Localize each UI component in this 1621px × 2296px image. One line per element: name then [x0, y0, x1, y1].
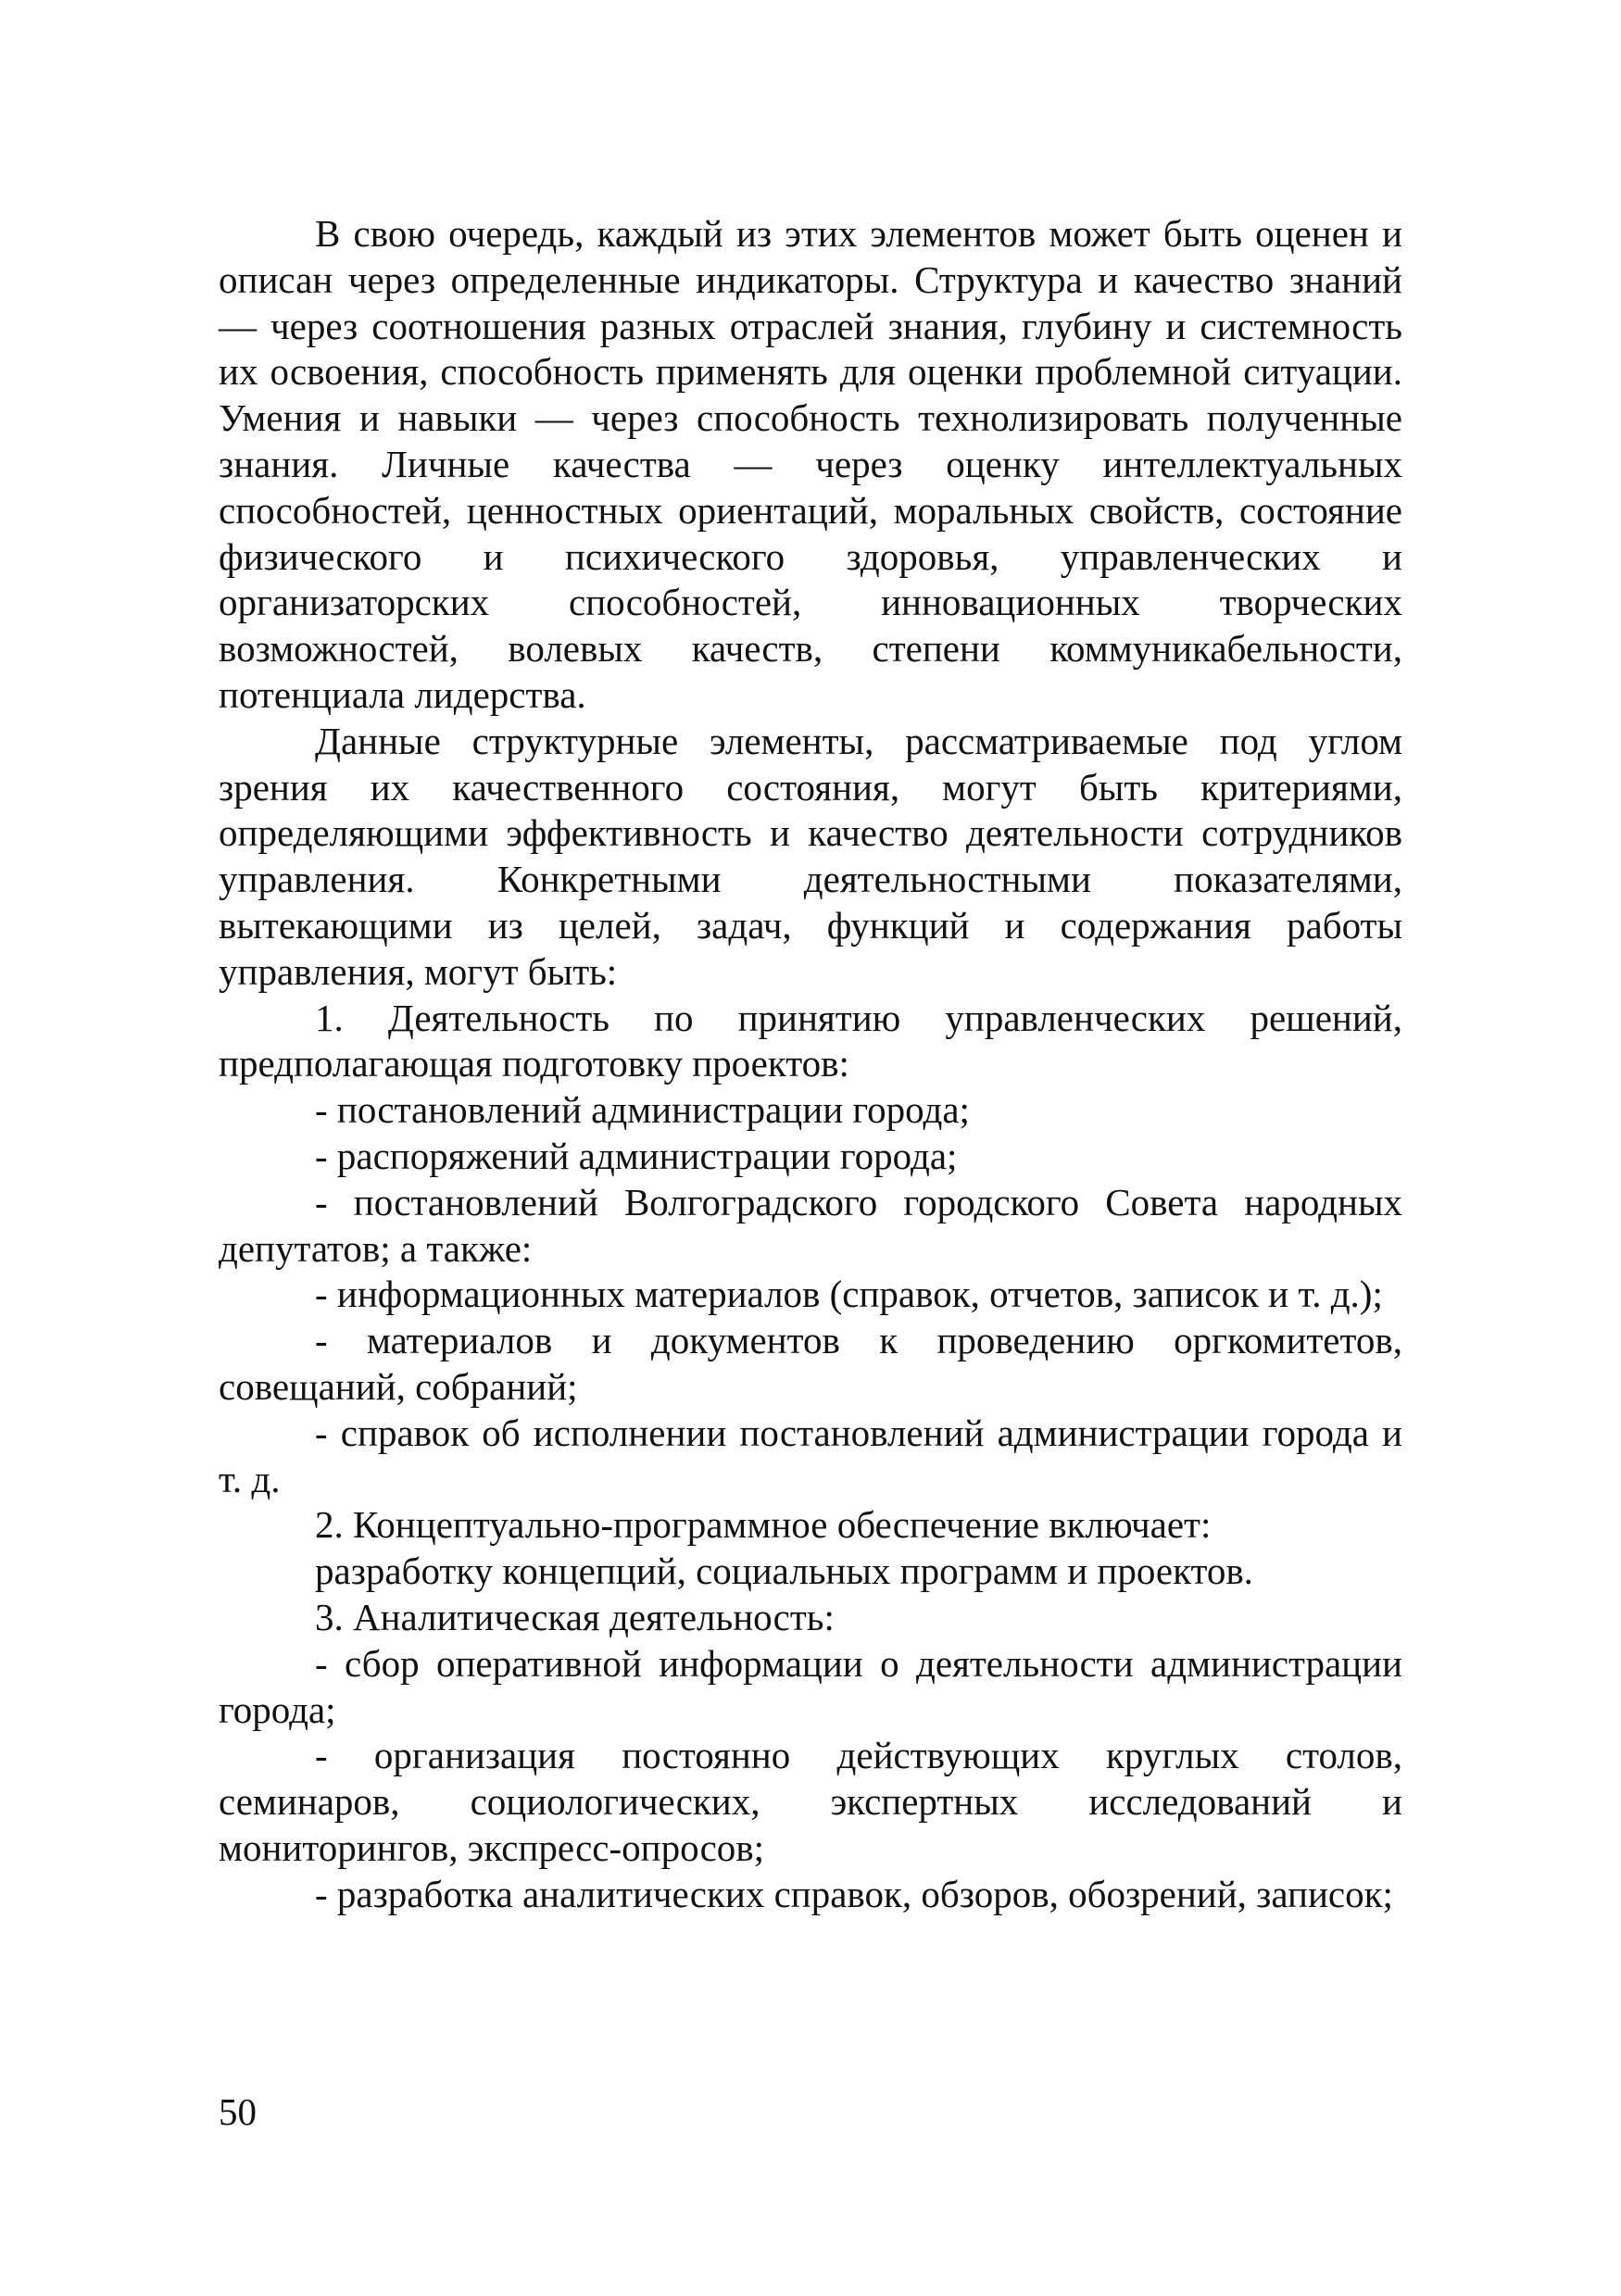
- list-subitem: - постановлений Волгоградского городского Совета народных депутатов; а также:: [219, 1180, 1402, 1270]
- paragraph-criteria: Данные структурные элементы, рассматриваемые под углом зрения их качественного состояния, могут быть критериями, определяющими эффективность и качество деятельности сотрудников управления. Конкретными деятельностными показателями, вытекающими из целей, задач, функций и содержания работы управления, могут быть:: [219, 719, 1402, 993]
- list-item-conceptual: 2. Концептуально-программное обеспечение включает:: [315, 1503, 1212, 1547]
- list-item-analytics: 3. Аналитическая деятельность:: [315, 1595, 835, 1638]
- list-subitem: - сбор оперативной информации о деятельности администрации города;: [219, 1641, 1402, 1731]
- list-subitem: - справок об исполнении постановлений администрации города и т. д.: [219, 1411, 1402, 1500]
- list-subitem: - распоряжений администрации города;: [315, 1134, 958, 1177]
- list-subitem: - организация постоянно действующих круглых столов, семинаров, социологических, экспертных исследований и мониторингов, экспресс-опросов;: [219, 1734, 1402, 1869]
- list-subitem: - постановлений администрации города;: [315, 1088, 970, 1132]
- list-subitem: - материалов и документов к проведению оргкомитетов, совещаний, собраний;: [219, 1319, 1402, 1408]
- paragraph-indicators: В свою очередь, каждый из этих элементов может быть оценен и описан через определенные индикаторы. Структура и качество знаний — через соотношения разных отраслей знания, глубину и системность их освоения, способность применять для оценки проблемной ситуации. Умения и навыки — через способность технолизировать полученные знания. Личные качества — через оценку интеллектуальных способностей, ценностных ориентаций, моральных свойств, состояние физического и психического здоровья, управленческих и организаторских способностей, инновационных творческих возможностей, волевых качеств, степени коммуникабельности, потенциала лидерства.: [219, 212, 1402, 716]
- list-item-continuation: разработку концепций, социальных программ и проектов.: [315, 1549, 1253, 1593]
- page-number: 50: [219, 2090, 257, 2133]
- list-subitem: - разработка аналитических справок, обзоров, обозрений, записок;: [315, 1872, 1393, 1915]
- list-item-decisions: 1. Деятельность по принятию управленческих решений, предполагающая подготовку проектов:: [219, 996, 1402, 1085]
- list-subitem: - информационных материалов (справок, отчетов, записок и т. д.);: [315, 1273, 1383, 1316]
- body-text: [219, 211, 1402, 1917]
